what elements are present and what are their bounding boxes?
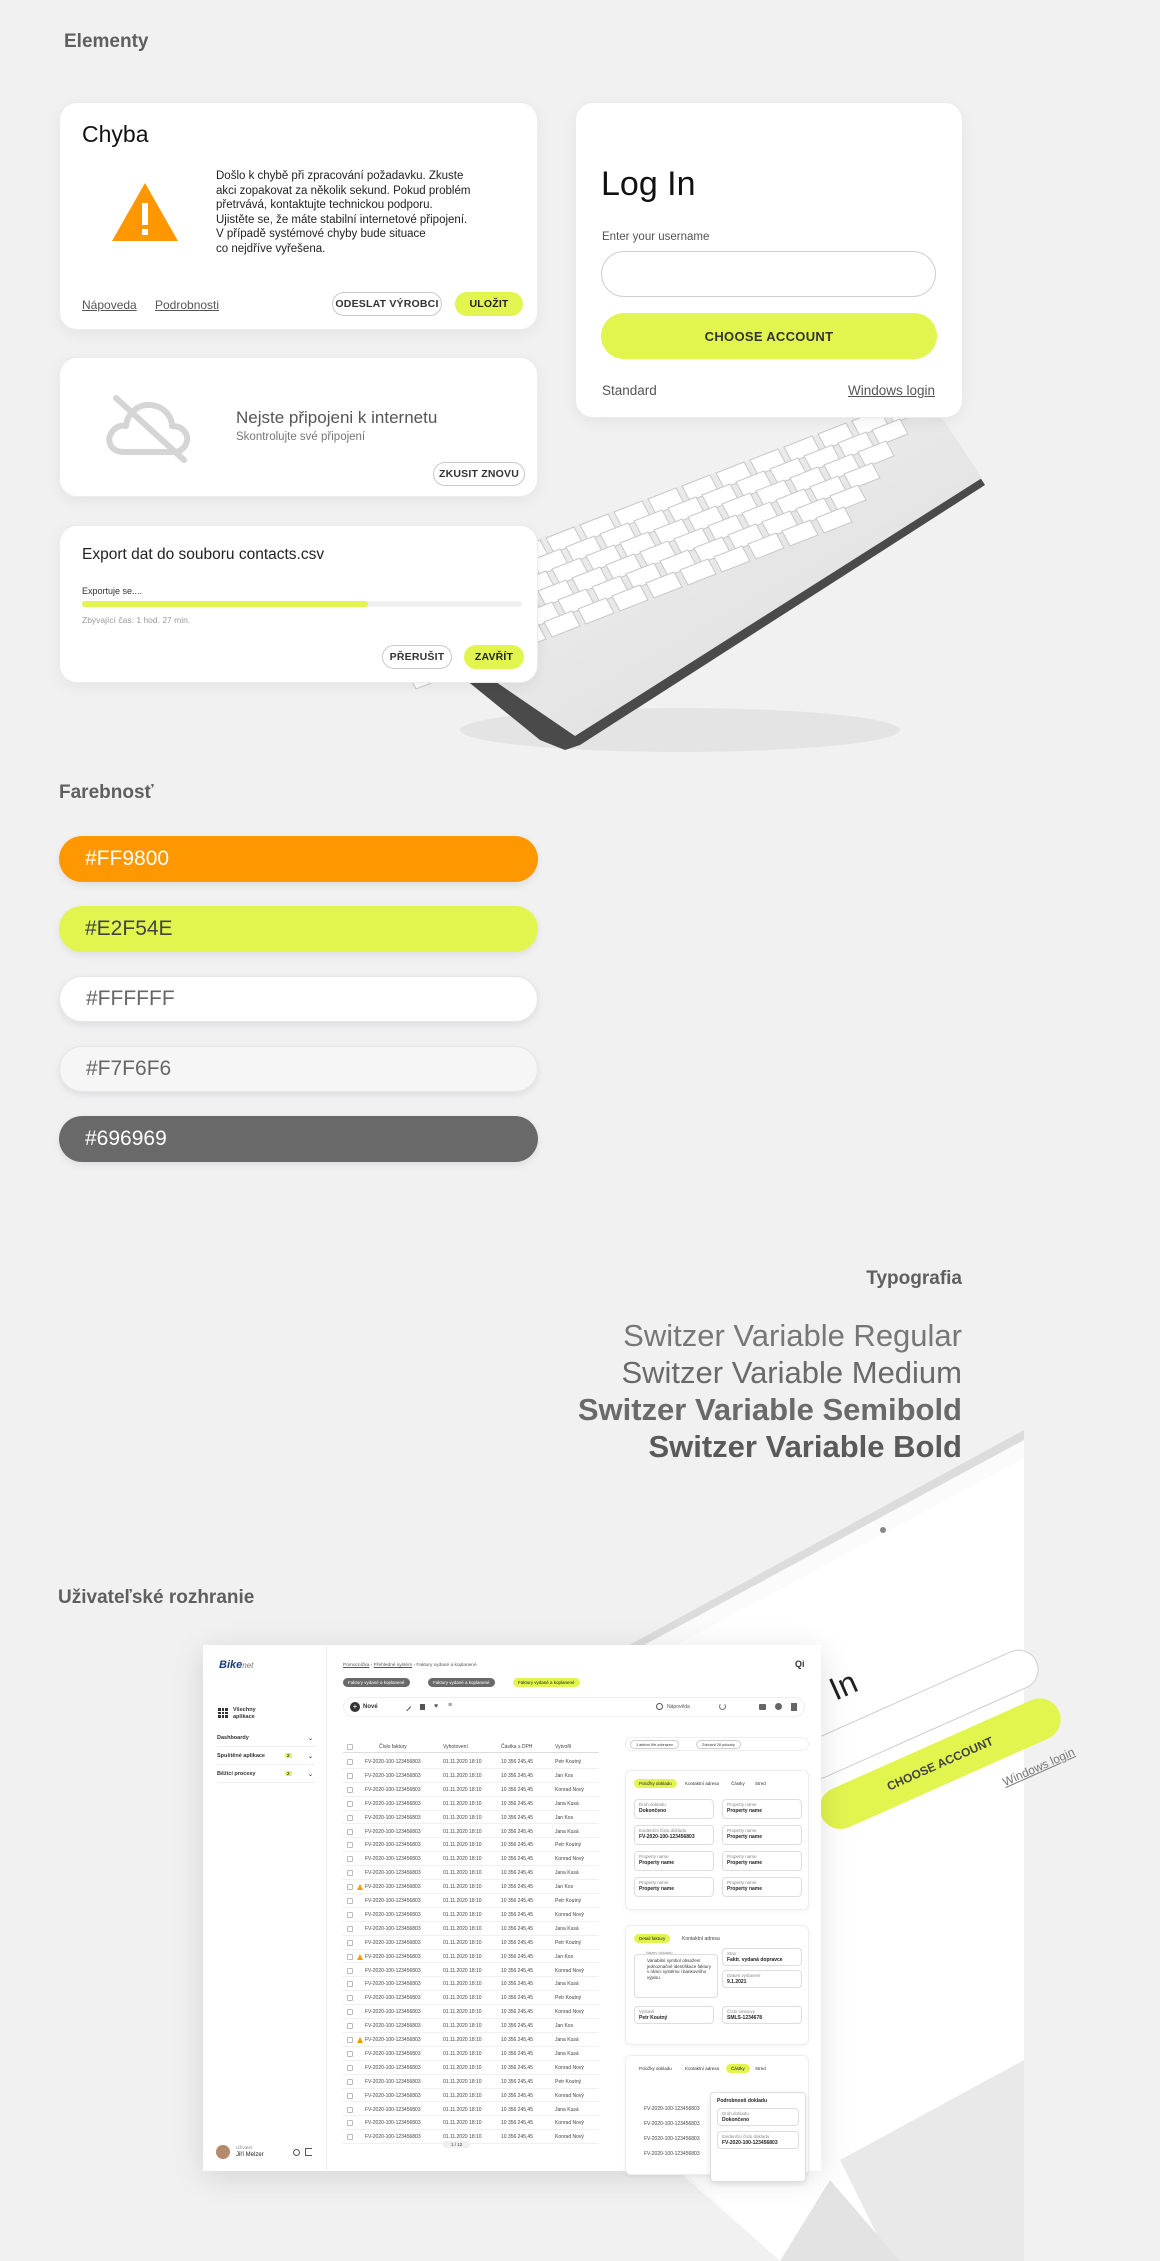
error-message: Došlo k chybě při zpracování požadavku. Zkuste akci zopakovat za několik sekund. Pokud problém přetrvává, kontaktujte technickou podporu. Ujistěte se, že máte stabilní internetové připojení. V případě systémové chyby bude situace co nejdříve vyřešena. xyxy=(216,170,471,255)
table-cell: Konrad Nový xyxy=(555,1856,584,1863)
cloud-off-icon xyxy=(102,392,194,464)
table-cell: FV-2020-100-123456803 xyxy=(365,1842,421,1849)
table-cell: 10 356 245,45 xyxy=(501,2078,533,2085)
row-checkbox[interactable] xyxy=(347,2079,353,2085)
add-icon[interactable]: + xyxy=(350,1702,360,1712)
table-row[interactable] xyxy=(343,2019,599,2033)
table-cell: 10 356 245,45 xyxy=(501,1925,533,1932)
filter-icon[interactable]: ≡ xyxy=(448,1702,453,1709)
color-swatch: #696969 xyxy=(59,1116,538,1162)
table-cell: FV-2020-100-123456803 xyxy=(365,1772,421,1779)
table-cell: 01.11.2020 18:10 xyxy=(443,1925,482,1932)
detail-tab[interactable]: Kontaktní adresa xyxy=(685,1781,720,1786)
table-cell: 10 356 245,45 xyxy=(501,1870,533,1877)
table-cell: Jana Kusá xyxy=(555,2037,579,2043)
table-cell: Jana Kusá xyxy=(555,1981,579,1988)
user-role: Uživatel xyxy=(236,2145,253,2150)
color-swatch: #FF9800 xyxy=(59,836,538,882)
export-title: Export dat do souboru contacts.csv xyxy=(82,546,325,563)
row-checkbox[interactable] xyxy=(347,2093,353,2099)
table-cell: Konrad Nový xyxy=(555,2092,584,2099)
warning-icon xyxy=(357,1954,363,1960)
table-row[interactable] xyxy=(343,1797,599,1811)
row-checkbox[interactable] xyxy=(347,1787,353,1793)
row-checkbox[interactable] xyxy=(347,1981,353,1987)
help-icon[interactable] xyxy=(656,1703,663,1710)
table-row[interactable] xyxy=(343,1880,599,1894)
new-button[interactable]: Nové xyxy=(363,1704,378,1710)
table-cell: FV-2020-100-123456803 xyxy=(365,1939,421,1946)
detail-tab[interactable]: Položky dokladu xyxy=(634,1779,677,1788)
row-checkbox[interactable] xyxy=(347,2051,353,2057)
table-cell: 10 356 245,45 xyxy=(501,1800,533,1807)
chevron-down-icon: ⌄ xyxy=(307,1754,313,1760)
table-cell: Konrad Nový xyxy=(555,2134,584,2141)
tab-3[interactable]: Faktury vydané a koplanené xyxy=(513,1678,580,1687)
row-checkbox[interactable] xyxy=(347,1898,353,1904)
avatar xyxy=(216,2145,230,2159)
table-cell: Konrad Nový xyxy=(555,2120,584,2127)
offline-subtitle: Skontrolujte své připojení xyxy=(236,431,366,443)
row-checkbox[interactable] xyxy=(347,1856,353,1862)
table-cell: Jana Kusá xyxy=(555,1870,579,1877)
detail2-first-field: Název dokladu xyxy=(646,1950,673,1955)
close-export-button[interactable]: ZAVŘÍT xyxy=(464,645,524,669)
table-row[interactable] xyxy=(343,2116,599,2130)
table-cell: 10 356 245,45 xyxy=(501,1911,533,1918)
detail-tab[interactable]: Položky dokladu xyxy=(639,2066,672,2071)
section-title-colors: Farebnosť xyxy=(59,782,154,803)
table-cell: 01.11.2020 18:10 xyxy=(443,1995,482,2002)
detail-field[interactable]: Property name Property name xyxy=(722,1825,802,1845)
settings-toolbar-icon[interactable] xyxy=(775,1703,782,1710)
table-cell: FV-2020-100-123456803 xyxy=(365,1828,421,1835)
table-cell: FV-2020-100-123456803 xyxy=(365,2023,421,2030)
table-row[interactable] xyxy=(343,1838,599,1852)
color-swatch: #FFFFFF xyxy=(59,976,538,1022)
row-checkbox[interactable] xyxy=(347,1954,353,1960)
table-cell: 01.11.2020 18:10 xyxy=(443,1856,482,1863)
row-checkbox[interactable] xyxy=(347,2009,353,2015)
login-card xyxy=(575,102,963,418)
table-cell: 10 356 245,45 xyxy=(501,2092,533,2099)
table-row[interactable] xyxy=(343,1964,599,1978)
table-row[interactable] xyxy=(343,2089,599,2103)
settings-icon[interactable] xyxy=(293,2149,300,2156)
offline-title: Nejste připojeni k internetu xyxy=(236,408,438,427)
login-title: Log In xyxy=(601,165,696,203)
row-checkbox[interactable] xyxy=(347,1940,353,1946)
table-cell: 10 356 245,45 xyxy=(501,1759,533,1765)
sidebar-item-label: Spuštěné aplikace xyxy=(217,1753,265,1759)
toolbar xyxy=(343,1697,805,1717)
table-row[interactable] xyxy=(343,1908,599,1922)
choose-account-button[interactable]: CHOOSE ACCOUNT xyxy=(601,313,937,359)
table-cell: FV-2020-100-123456803 xyxy=(365,2120,421,2127)
table-cell: FV-2020-100-123456803 xyxy=(365,1800,421,1807)
table-cell: 01.11.2020 18:10 xyxy=(443,1786,482,1793)
typography-bold: Switzer Variable Bold xyxy=(648,1429,962,1464)
table-row[interactable] xyxy=(343,1783,599,1797)
monitor-windows-link: Windows login xyxy=(1000,1744,1077,1790)
detail3-row[interactable]: FV-2020-100-123456803 xyxy=(644,2136,700,2142)
section-title-ui: Uživateľské rozhranie xyxy=(58,1587,255,1608)
table-row[interactable] xyxy=(343,2005,599,2019)
table-row[interactable] xyxy=(343,1811,599,1825)
row-checkbox[interactable] xyxy=(347,1926,353,1932)
row-checkbox[interactable] xyxy=(347,1842,353,1848)
table-cell: Jan Kos xyxy=(555,1814,574,1821)
table-cell: 10 356 245,45 xyxy=(501,2050,533,2057)
row-checkbox[interactable] xyxy=(347,2134,353,2140)
select-all-checkbox[interactable] xyxy=(347,1744,353,1750)
row-checkbox[interactable] xyxy=(347,1815,353,1821)
table-cell: Jana Kusá xyxy=(555,2106,579,2113)
error-card xyxy=(59,102,538,330)
chevron-down-icon: ⌄ xyxy=(307,1772,313,1778)
table-row[interactable] xyxy=(343,2075,599,2089)
table-cell: FV-2020-100-123456803 xyxy=(365,2106,421,2113)
table-cell: FV-2020-100-123456803 xyxy=(365,1995,421,2002)
typography-regular: Switzer Variable Regular xyxy=(623,1318,962,1353)
table-cell: 01.11.2020 18:10 xyxy=(443,2134,482,2141)
table-cell: 10 356 245,45 xyxy=(501,1995,533,2002)
send-to-vendor-button[interactable]: ODESLAT VÝROBCI xyxy=(332,292,442,316)
table-cell: 01.11.2020 18:10 xyxy=(443,1884,482,1891)
warning-icon xyxy=(357,1884,363,1890)
table-cell: 01.11.2020 18:10 xyxy=(443,2009,482,2016)
table-cell: FV-2020-100-123456803 xyxy=(365,1953,421,1960)
table-cell: 10 356 245,45 xyxy=(501,2106,533,2113)
monitor-title: In xyxy=(823,1663,863,1708)
cancel-export-button[interactable]: PŘERUŠIT xyxy=(382,645,452,669)
table-cell: 01.11.2020 18:10 xyxy=(443,2023,482,2030)
detail-field[interactable]: Property name Property name xyxy=(634,1877,714,1897)
table-cell: 10 356 245,45 xyxy=(501,2064,533,2071)
app-ui-preview xyxy=(203,1645,821,2171)
warning-icon xyxy=(357,2037,363,2043)
table-cell: 01.11.2020 18:10 xyxy=(443,1911,482,1918)
grid-icon xyxy=(218,1708,228,1718)
table-cell: 01.11.2020 18:10 xyxy=(443,1842,482,1849)
popup xyxy=(710,2092,806,2182)
table-row[interactable] xyxy=(343,1936,599,1950)
popup-field-1[interactable]: Druh dokladu Dokončeno xyxy=(717,2108,799,2126)
username-input[interactable] xyxy=(601,251,936,297)
table-cell: Konrad Nový xyxy=(555,2009,584,2016)
help-link-mini[interactable]: Nápověda xyxy=(667,1704,690,1710)
table-cell: FV-2020-100-123456803 xyxy=(365,1759,421,1765)
table-row[interactable] xyxy=(343,1825,599,1839)
app-logo: Bikenet xyxy=(219,1659,254,1671)
section-title-typography: Typografia xyxy=(866,1268,962,1289)
detail-field[interactable]: Property name Property name xyxy=(722,1851,802,1871)
user-name: Jiří Melzer xyxy=(236,2152,264,2158)
sidebar xyxy=(203,1645,327,2171)
col-invoice[interactable]: Číslo faktury xyxy=(379,1744,407,1750)
table-cell: 10 356 245,45 xyxy=(501,1884,533,1891)
col-amount[interactable]: Částka s DPH xyxy=(501,1744,533,1750)
table-cell: 01.11.2020 18:10 xyxy=(443,2078,482,2085)
detail-field[interactable]: Property name Property name xyxy=(634,1851,714,1871)
row-checkbox[interactable] xyxy=(347,1759,353,1765)
table-cell: Petr Koutný xyxy=(555,1842,582,1849)
table-cell: 10 356 245,45 xyxy=(501,1898,533,1904)
detail2-tab-1[interactable]: Detail faktury xyxy=(634,1934,670,1943)
table-cell: 01.11.2020 18:10 xyxy=(443,1800,482,1807)
detail3-row[interactable]: FV-2020-100-123456803 xyxy=(644,2121,700,2127)
filter-chip-1[interactable]: 1 aktivní filtr zobrazen xyxy=(630,1740,679,1749)
table-cell: 10 356 245,45 xyxy=(501,1772,533,1779)
table-cell: Petr Koutný xyxy=(555,1995,582,2002)
table-cell: 01.11.2020 18:10 xyxy=(443,1870,482,1877)
username-label: Enter your username xyxy=(602,231,710,243)
table-cell: FV-2020-100-123456803 xyxy=(365,2078,421,2085)
sidebar-item[interactable] xyxy=(217,1771,315,1783)
row-checkbox[interactable] xyxy=(347,1829,353,1835)
monitor-choose-button: CHOOSE ACCOUNT xyxy=(813,1692,1068,1836)
table-cell: FV-2020-100-123456803 xyxy=(365,2092,421,2099)
table-cell: FV-2020-100-123456803 xyxy=(365,1911,421,1918)
table-row[interactable] xyxy=(343,1977,599,1991)
table-cell: 01.11.2020 18:10 xyxy=(443,2106,482,2113)
table-row[interactable] xyxy=(343,2047,599,2061)
table-cell: 10 356 245,45 xyxy=(501,1939,533,1946)
popup-title: Podrobnosti dokladu xyxy=(717,2098,767,2104)
offline-card xyxy=(59,357,538,497)
table-cell: 10 356 245,45 xyxy=(501,2023,533,2030)
table-cell: 01.11.2020 18:10 xyxy=(443,1953,482,1960)
row-checkbox[interactable] xyxy=(347,1968,353,1974)
export-progress-track xyxy=(82,601,522,607)
detail-tab[interactable]: Částky xyxy=(731,1781,745,1786)
standard-link[interactable]: Standard xyxy=(602,383,657,398)
detail-tab[interactable]: Stred xyxy=(755,1781,766,1786)
row-checkbox[interactable] xyxy=(347,1801,353,1807)
filter-bar xyxy=(625,1737,809,1751)
delete-icon[interactable] xyxy=(420,1704,425,1710)
table-cell: Petr Koutný xyxy=(555,1898,582,1904)
table-cell: FV-2020-100-123456803 xyxy=(365,1967,421,1974)
detail-panel-1 xyxy=(625,1770,809,1910)
table-cell: 01.11.2020 18:10 xyxy=(443,1772,482,1779)
tab-1[interactable]: Faktury vydané a koplanené xyxy=(343,1678,410,1687)
table-cell: 01.11.2020 18:10 xyxy=(443,2050,482,2057)
refresh-icon[interactable] xyxy=(719,1703,726,1710)
sidebar-item-label: Běžící procesy xyxy=(217,1771,256,1777)
table-cell: 01.11.2020 18:10 xyxy=(443,1981,482,1988)
table-cell: 10 356 245,45 xyxy=(501,1842,533,1849)
detail3-row[interactable]: FV-2020-100-123456803 xyxy=(644,2106,700,2112)
print-icon[interactable] xyxy=(759,1704,766,1710)
table-cell: Petr Koutný xyxy=(555,1939,582,1946)
logout-icon[interactable] xyxy=(305,2148,312,2156)
table-cell: 01.11.2020 18:10 xyxy=(443,2120,482,2127)
row-checkbox[interactable] xyxy=(347,1884,353,1890)
row-checkbox[interactable] xyxy=(347,1912,353,1918)
detail2-field[interactable]: Stav Faktr. vydaná dopravce xyxy=(722,1948,802,1966)
table-cell: 01.11.2020 18:10 xyxy=(443,1828,482,1835)
table-cell: 10 356 245,45 xyxy=(501,1828,533,1835)
table-cell: Jan Kos xyxy=(555,1884,574,1891)
table-cell: Konrad Nový xyxy=(555,1967,584,1974)
header-avatar-icon[interactable]: Qi xyxy=(795,1659,805,1669)
table-cell: 01.11.2020 18:10 xyxy=(443,2092,482,2099)
table-cell: Jana Kusá xyxy=(555,1828,579,1835)
table-row[interactable] xyxy=(343,2130,599,2144)
color-swatch: #E2F54E xyxy=(59,906,538,952)
table-cell: 01.11.2020 18:10 xyxy=(443,2064,482,2071)
document-icon[interactable] xyxy=(791,1703,797,1711)
heart-icon[interactable]: ♥ xyxy=(434,1703,439,1710)
section-title-elements: Elementy xyxy=(64,31,149,52)
row-checkbox[interactable] xyxy=(347,1870,353,1876)
detail2-tab-2[interactable]: Kontaktní adresa xyxy=(682,1936,720,1942)
table-cell: FV-2020-100-123456803 xyxy=(365,1898,421,1904)
table-cell: FV-2020-100-123456803 xyxy=(365,2009,421,2016)
detail3-row[interactable]: FV-2020-100-123456803 xyxy=(644,2151,700,2157)
table-cell: FV-2020-100-123456803 xyxy=(365,1814,421,1821)
table-cell: 10 356 245,45 xyxy=(501,1967,533,1974)
detail-field[interactable]: Evidenční číslo dokladu FV-2020-100-123456803 xyxy=(634,1825,714,1845)
warning-icon xyxy=(110,181,180,243)
table-cell: 10 356 245,45 xyxy=(501,1814,533,1821)
detail2-field[interactable]: Vystavil Petr Koutný xyxy=(634,2006,714,2024)
table-cell: Konrad Nový xyxy=(555,1911,584,1918)
all-apps-link[interactable]: Všechny aplikace xyxy=(233,1707,256,1720)
row-checkbox[interactable] xyxy=(347,2037,353,2043)
table-cell: 10 356 245,45 xyxy=(501,1953,533,1960)
table-cell: 01.11.2020 18:10 xyxy=(443,1814,482,1821)
row-checkbox[interactable] xyxy=(347,2120,353,2126)
sidebar-item[interactable] xyxy=(217,1735,315,1747)
table-cell: FV-2020-100-123456803 xyxy=(365,1925,421,1932)
detail-tab[interactable]: Kontaktní adresa xyxy=(685,2066,720,2071)
col-author[interactable]: Vytvořil xyxy=(555,1744,572,1750)
table-row[interactable] xyxy=(343,1769,599,1783)
sidebar-item-label: Dashboardy xyxy=(217,1735,249,1741)
col-created[interactable]: Vyhotovení xyxy=(443,1744,468,1750)
table-row[interactable] xyxy=(343,1866,599,1880)
table-cell: Petr Koutný xyxy=(555,2078,582,2085)
detail-field[interactable]: Property name Property name xyxy=(722,1799,802,1819)
table-cell: FV-2020-100-123456803 xyxy=(365,1870,421,1877)
table-cell: FV-2020-100-123456803 xyxy=(365,2050,421,2057)
table-cell: FV-2020-100-123456803 xyxy=(365,2037,421,2043)
table-cell: Konrad Nový xyxy=(555,2064,584,2071)
detail-tab[interactable]: Stred xyxy=(755,2066,766,2071)
table-cell: FV-2020-100-123456803 xyxy=(365,1786,421,1793)
table-row[interactable] xyxy=(343,1950,599,1964)
table-cell: 10 356 245,45 xyxy=(501,1856,533,1863)
table-cell: 01.11.2020 18:10 xyxy=(443,1759,482,1765)
table-cell: Jan Kos xyxy=(555,2023,574,2030)
table-cell: FV-2020-100-123456803 xyxy=(365,2134,421,2141)
table-row[interactable] xyxy=(343,1755,599,1769)
detail-tab[interactable]: Částky xyxy=(726,2064,750,2073)
table-cell: 10 356 245,45 xyxy=(501,2134,533,2141)
table-cell: FV-2020-100-123456803 xyxy=(365,1856,421,1863)
detail-panel-3 xyxy=(625,2055,809,2175)
edit-icon[interactable] xyxy=(403,1703,411,1711)
table-cell: Konrad Nový xyxy=(555,1786,584,1793)
table-cell: Jan Kos xyxy=(555,1772,574,1779)
table-row[interactable] xyxy=(343,2061,599,2075)
pager[interactable]: 1 / 12 xyxy=(443,2141,470,2148)
details-link[interactable]: Podrobnosti xyxy=(155,298,220,312)
table-cell: FV-2020-100-123456803 xyxy=(365,1981,421,1988)
table-cell: 01.11.2020 18:10 xyxy=(443,1967,482,1974)
typography-semibold: Switzer Variable Semibold xyxy=(577,1392,962,1427)
save-button[interactable]: ULOŽIT xyxy=(455,292,523,316)
table-row[interactable] xyxy=(343,1922,599,1936)
color-swatch: #F7F6F6 xyxy=(59,1046,538,1092)
sidebar-item-badge: 2 xyxy=(287,1771,290,1776)
sidebar-item[interactable] xyxy=(217,1753,315,1765)
export-remaining: Zbývající čas: 1 hod. 27 min. xyxy=(82,615,191,625)
export-progress-fill xyxy=(82,601,368,607)
table-row[interactable] xyxy=(343,1991,599,2005)
table-cell: Jana Kusá xyxy=(555,1925,579,1932)
table-cell: 01.11.2020 18:10 xyxy=(443,1939,482,1946)
table-row[interactable] xyxy=(343,1852,599,1866)
detail2-field[interactable]: Číslo smlouvy SMLS-1234678 xyxy=(722,2006,802,2024)
export-card xyxy=(59,525,538,683)
export-status: Exportuje se.... xyxy=(82,586,143,596)
breadcrumb: Pomocníčka › Přehledné systém › Faktury vydané a koplanené xyxy=(343,1663,477,1668)
table-header xyxy=(343,1741,599,1753)
table-cell: 01.11.2020 18:10 xyxy=(443,2037,482,2043)
help-link[interactable]: Nápoveda xyxy=(82,298,137,312)
table-cell: 10 356 245,45 xyxy=(501,2009,533,2016)
filter-chip-2[interactable]: Zobrazit 28 polozky xyxy=(696,1740,741,1749)
table-cell: Jana Kusá xyxy=(555,2050,579,2057)
sidebar-item-badge: 2 xyxy=(287,1753,290,1758)
table-cell: 01.11.2020 18:10 xyxy=(443,1898,482,1904)
chevron-down-icon: ⌄ xyxy=(307,1736,313,1742)
table-row[interactable] xyxy=(343,2103,599,2117)
table-cell: Petr Koutný xyxy=(555,1759,582,1765)
detail-field[interactable]: Druh dokladu Dokončeno xyxy=(634,1799,714,1819)
row-checkbox[interactable] xyxy=(347,1773,353,1779)
table-cell: 10 356 245,45 xyxy=(501,1981,533,1988)
table-cell: FV-2020-100-123456803 xyxy=(365,1884,421,1891)
table-cell: 10 356 245,45 xyxy=(501,1786,533,1793)
table-cell: FV-2020-100-123456803 xyxy=(365,2064,421,2071)
popup-field-2[interactable]: Evidenční číslo dokladu FV-2020-100-123456803 xyxy=(717,2131,799,2149)
typography-medium: Switzer Variable Medium xyxy=(621,1355,962,1390)
detail2-field[interactable]: Datum vystavení 9.1.2021 xyxy=(722,1970,802,1988)
retry-button[interactable]: ZKUSIT ZNOVU xyxy=(433,462,525,486)
tab-2[interactable]: Faktury vydané a koplanené xyxy=(428,1678,495,1687)
table-row[interactable] xyxy=(343,2033,599,2047)
row-checkbox[interactable] xyxy=(347,1995,353,2001)
detail-field[interactable]: Property name Property name xyxy=(722,1877,802,1897)
error-title: Chyba xyxy=(82,121,149,147)
detail2-desc: Variabilní symbol obsažení jednoznačné identifikace faktury v rámci systému i bankovního výpisu. xyxy=(634,1954,718,1998)
row-checkbox[interactable] xyxy=(347,2023,353,2029)
detail-panel-2 xyxy=(625,1925,809,2045)
row-checkbox[interactable] xyxy=(347,2107,353,2113)
table-cell: 10 356 245,45 xyxy=(501,2120,533,2127)
table-cell: 10 356 245,45 xyxy=(501,2037,533,2043)
table-cell: Jan Kos xyxy=(555,1953,574,1960)
row-checkbox[interactable] xyxy=(347,2065,353,2071)
table-cell: Jana Kusá xyxy=(555,1800,579,1807)
table-row[interactable] xyxy=(343,1894,599,1908)
windows-login-link[interactable]: Windows login xyxy=(847,383,935,398)
